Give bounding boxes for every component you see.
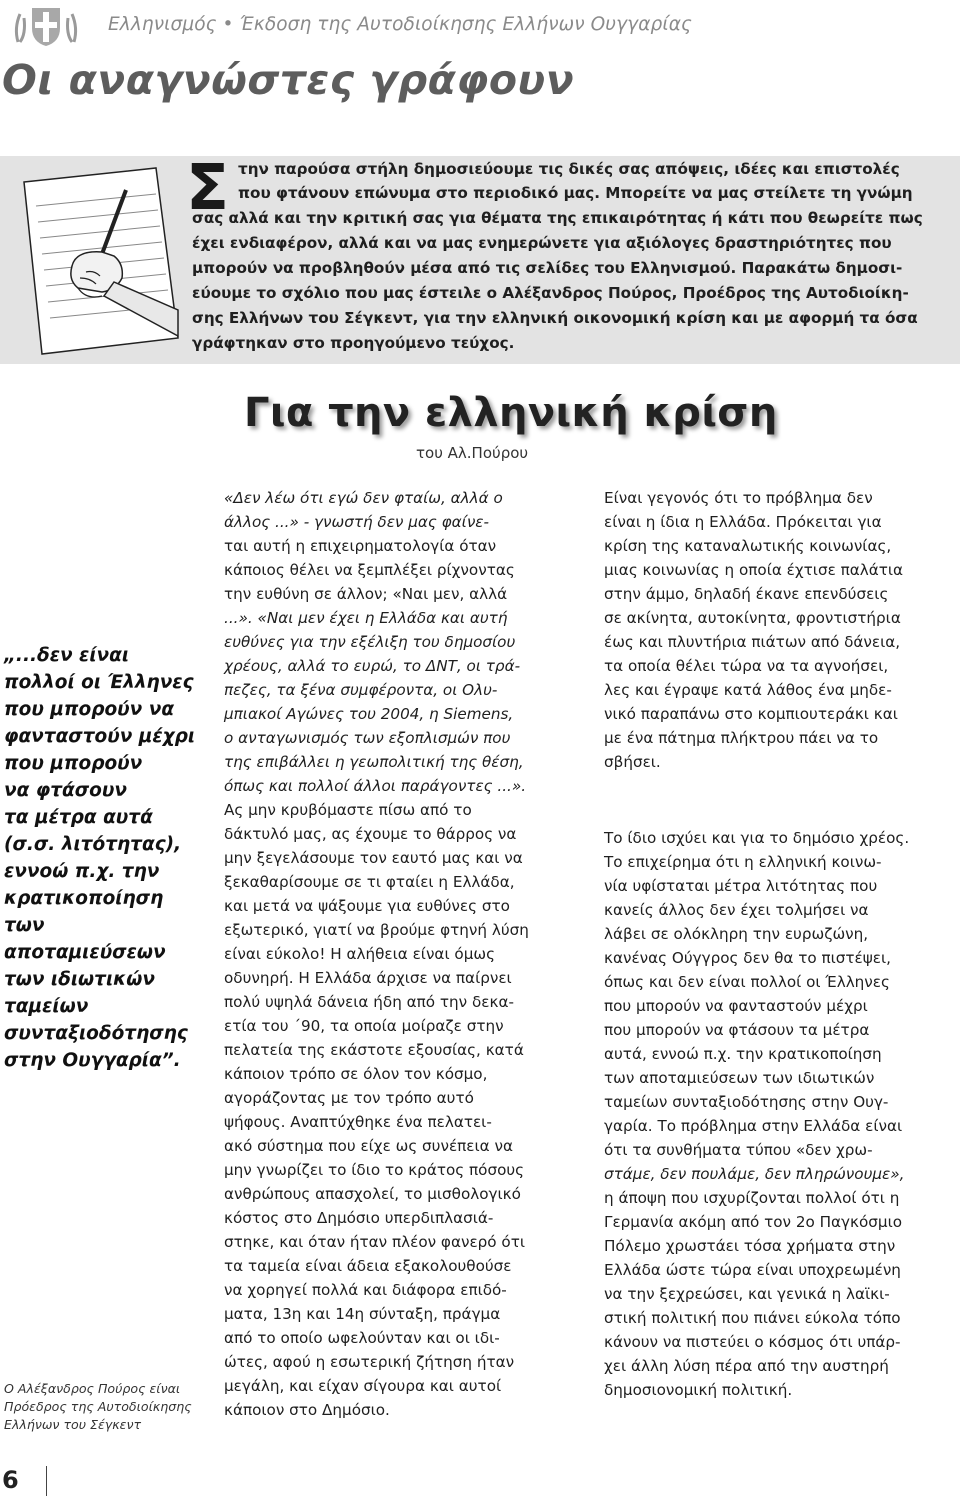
column-line: κόστος στο Δημόσιο υπερδιπλασιά- <box>224 1209 494 1227</box>
column-line: και μετά να ψάξουμε για ευθύνες στο <box>224 897 510 915</box>
column-line: κρίση της καταναλωτικής κοινωνίας, <box>604 537 892 555</box>
article-title: Για την ελληνική κρίση <box>244 390 778 436</box>
pull-quote-line: συνταξιοδότησης <box>4 1023 188 1044</box>
column-line: ώτες, αφού η εσωτερική ζήτηση ήταν <box>224 1353 515 1371</box>
column-line: ετία του ΄90, τα οποία μοίραζε στην <box>224 1017 504 1035</box>
column-line: στην άμμο, δηλαδή έκανε επενδύσεις <box>604 585 889 603</box>
column-line: ακό σύστημα που είχε ως συνέπεια να <box>224 1137 513 1155</box>
column-line: τα οποία θέλει τώρα να τα αγνοήσει, <box>604 657 889 675</box>
intro-line: εύουμε το σχόλιο που μας έστειλε ο Αλέξανδρος Πούρος, Προέδρος της Αυτοδιοίκη- <box>192 284 909 302</box>
intro-line: γράφτηκαν στο προηγούμενο τεύχος. <box>192 334 515 352</box>
column-line: από το οποίο ωφελούνταν και οι ιδι- <box>224 1329 500 1347</box>
column-line: στική πολιτική που πιάνει εύκολα τόπο <box>604 1309 901 1327</box>
pull-quote-line: „...δεν είναι <box>4 645 130 666</box>
pull-quote-line: (σ.σ. λιτότητας), <box>4 834 182 855</box>
pull-quote-line: που μπορούν να <box>4 699 175 720</box>
intro-line: μπορούν να προβληθούν μέσα από τις σελίδες του Ελληνισμού. Παρακάτω δημοσι- <box>192 259 903 277</box>
column-line: αγοράζοντας με τον τρόπο αυτό <box>224 1089 474 1107</box>
column-line: Πόλεμο χρωστάει τόσα χρήματα στην <box>604 1237 896 1255</box>
column-line: νικό παραπάνω στο κομπιουτεράκι και <box>604 705 898 723</box>
caption-line: Ο Αλέξανδρος Πούρος είναι <box>4 1381 181 1396</box>
column-line: χει άλλη λύση πέρα από την αυστηρή <box>604 1357 889 1375</box>
column-line: με ένα πάτημα πλήκτρου πάει να το <box>604 729 879 747</box>
column-line: Είναι γεγονός ότι το πρόβλημα δεν <box>604 489 873 507</box>
section-title: Οι αναγνώστες γράφουν <box>2 56 575 104</box>
column-line: στάμε, δεν πουλάμε, δεν πληρώνουμε», <box>604 1165 905 1183</box>
crest-logo-icon <box>10 4 82 48</box>
column-line: οδυνηρή. Η Ελλάδα άρχισε να παίρνει <box>224 969 512 987</box>
column-line: ξεκαθαρίσουμε σε τι φταίει η Ελλάδα, <box>224 873 515 891</box>
footer-divider <box>46 1466 47 1496</box>
intro-line: έχει ενδιαφέρον, αλλά και να μας ενημερώνετε για αξιόλογες δραστηριότητες που <box>192 234 892 252</box>
column-line: Ελλάδα ώστε τώρα είναι υποχρεωμένη <box>604 1261 901 1279</box>
column-line: κάνουν να πιστεύει ο κόσμος ότι υπάρ- <box>604 1333 901 1351</box>
column-line: νία υφίσταται μέτρα λιτότητας που <box>604 877 878 895</box>
column-line: ται αυτή η επιχειρηματολογία όταν <box>224 537 497 555</box>
column-line: έως και πλυντήρια πιάτων από δάνεια, <box>604 633 901 651</box>
column-line: μεγάλη, και είχαν σίγουρα και αυτοί <box>224 1377 502 1395</box>
pull-quote-line: να φτάσουν <box>4 780 127 801</box>
column-line: σε ακίνητα, αυτοκίνητα, φροντιστήρια <box>604 609 901 627</box>
column-line: ματα, 13η και 14η σύνταξη, πράγμα <box>224 1305 501 1323</box>
pull-quote-line: κρατικοποίηση <box>4 888 164 909</box>
column-line: λάβει σε ολόκληρη την ευρωζώνη, <box>604 925 869 943</box>
intro-line: την παρούσα στήλη δημοσιεύουμε τις δικές σας απόψεις, ιδέες και επιστολές <box>238 160 900 178</box>
pull-quote-line: που μπορούν <box>4 753 143 774</box>
column-line: πολύ υψηλά δάνεια ήδη από την δεκα- <box>224 993 514 1011</box>
pull-quote-line: στην Ουγγαρία”. <box>4 1050 181 1071</box>
hand-writing-illustration-icon <box>6 160 184 358</box>
column-line: στηκε, και όταν ήταν πλέον φανερό ότι <box>224 1233 525 1251</box>
column-line: σβήσει. <box>604 753 661 771</box>
pull-quote-line: πολλοί οι Έλληνες <box>4 672 194 693</box>
column-line: να την ξεχρεώσει, και γενικά η λαϊκι- <box>604 1285 890 1303</box>
column-line: Ας μην κρυβόμαστε πίσω από το <box>224 801 472 819</box>
article-byline: του Αλ.Πούρου <box>416 444 529 462</box>
drop-cap: Σ <box>186 151 230 224</box>
column-line: την ευθύνη σε άλλον; «Ναι μεν, αλλά <box>224 585 508 603</box>
column-line: κάποιον τρόπο σε όλον τον κόσμο, <box>224 1065 488 1083</box>
pull-quote-line: φανταστούν μέχρι <box>4 726 196 747</box>
column-line: αυτά, εννοώ π.χ. την κρατικοποίηση <box>604 1045 882 1063</box>
column-line: μην γνωρίζει το ίδιο το κράτος πόσους <box>224 1161 525 1179</box>
column-line: χρέους, αλλά το ευρώ, το ΔΝΤ, οι τρά- <box>224 657 521 675</box>
column-line: Γερμανία ακόμη από τον 2ο Παγκόσμιο <box>604 1213 903 1231</box>
column-line: η άποψη που ισχυρίζονται πολλοί ότι η <box>604 1189 900 1207</box>
page-number: 6 <box>2 1466 19 1494</box>
column-line: ψήφους. Αναπτύχθηκε ένα πελατει- <box>224 1113 492 1131</box>
column-line: γαρία. Το πρόβλημα στην Ελλάδα είναι <box>604 1117 903 1135</box>
column-line: «Δεν λέω ότι εγώ δεν φταίω, αλλά ο <box>224 489 503 507</box>
pull-quote-line: ταμείων <box>4 996 89 1017</box>
column-line: των αποταμιεύσεων των ιδιωτικών <box>604 1069 875 1087</box>
column-line: που μπορούν να φτάσουν τα μέτρα <box>604 1021 870 1039</box>
column-line: να χορηγεί πολλά και διάφορα επιδό- <box>224 1281 507 1299</box>
column-line: ευθύνες για την εξέλιξη του δημοσίου <box>224 633 516 651</box>
column-line: ότι τα συνθήματα τύπου «δεν χρω- <box>604 1141 873 1159</box>
pull-quote-line: εννοώ π.χ. την <box>4 861 160 882</box>
column-line: άλλος ...» - γνωστή δεν μας φαίνε- <box>224 513 489 531</box>
publication-title: Ελληνισμός • Έκδοση της Αυτοδιοίκησης Ελλήνων Ουγγαρίας <box>108 14 692 35</box>
column-line: μπιακοί Αγώνες του 2004, η Siemens, <box>224 705 514 723</box>
column-line: κάποιον στο Δημόσιο. <box>224 1401 390 1419</box>
column-line: δημοσιονομική πολιτική. <box>604 1381 793 1399</box>
column-line: που μπορούν να φανταστούν μέχρι <box>604 997 868 1015</box>
caption-line: Ελλήνων του Σέγκεντ <box>4 1417 142 1432</box>
pull-quote-line: τα μέτρα αυτά <box>4 807 153 828</box>
column-line: της επιβάλλει η γεωπολιτική της θέση, <box>224 753 524 771</box>
intro-line: σας αλλά και την κριτική σας για θέματα της επικαιρότητας ή κάτι που θεωρείτε πως <box>192 209 923 227</box>
column-line: λες και έγραψε κατά λάθος ένα μηδε- <box>604 681 892 699</box>
column-line: κανένας Ούγγρος δεν θα το πιστέψει, <box>604 949 891 967</box>
pull-quote-line: των <box>4 915 45 936</box>
column-line: κάποιος θέλει να ξεμπλέξει ρίχνοντας <box>224 561 515 579</box>
column-line: πελατεία της εκάστοτε εξουσίας, κατά <box>224 1041 524 1059</box>
column-line: όπως και δεν είναι πολλοί οι Έλληνες <box>604 973 890 991</box>
pull-quote-line: των ιδιωτικών <box>4 969 155 990</box>
column-line: είναι η ίδια η Ελλάδα. Πρόκειται για <box>604 513 882 531</box>
column-line: είναι εύκολο! Η αλήθεια είναι όμως <box>224 945 495 963</box>
column-line: τα ταμεία είναι άδεια εξακολουθούσε <box>224 1257 512 1275</box>
column-line: μην ξεγελάσουμε τον εαυτό μας και να <box>224 849 523 867</box>
intro-line: που φτάνουν επώνυμα στο περιοδικό μας. Μπορείτε να μας στείλετε τη γνώμη <box>238 184 913 202</box>
intro-box <box>0 151 960 364</box>
column-line: πεζες, τα ξένα συμφέροντα, οι Ολυ- <box>224 681 498 699</box>
column-line: δάκτυλό μας, ας έχουμε το θάρρος να <box>224 825 517 843</box>
caption-line: Πρόεδρος της Αυτοδιοίκησης <box>4 1399 192 1414</box>
column-line: ο ανταγωνισμός των εξοπλισμών που <box>224 729 511 747</box>
column-line: εξωτερικό, γιατί να βρούμε φτηνή λύση <box>224 921 529 939</box>
column-line: Το επιχείρημα ότι η ελληνική κοινω- <box>604 853 882 871</box>
column-line: ταμείων συνταξιοδότησης στην Ουγ- <box>604 1093 889 1111</box>
column-line: μιας κοινωνίας η οποία έχτισε παλάτια <box>604 561 904 579</box>
column-line: ανθρώπους απασχολεί, το μισθολογικό <box>224 1185 521 1203</box>
column-line: ...». «Ναι μεν έχει η Ελλάδα και αυτή <box>224 609 508 627</box>
column-line: όπως και πολλοί άλλοι παράγοντες ...». <box>224 777 527 795</box>
pull-quote-line: αποταμιεύσεων <box>4 942 166 963</box>
column-line: Το ίδιο ισχύει και για το δημόσιο χρέος. <box>604 829 910 847</box>
column-line: κανείς άλλος δεν έχει τολμήσει να <box>604 901 869 919</box>
intro-line: σης Ελλήνων του Σέγκεντ, για την ελληνική οικονομική κρίση και με αφορμή τα όσα <box>192 309 918 327</box>
